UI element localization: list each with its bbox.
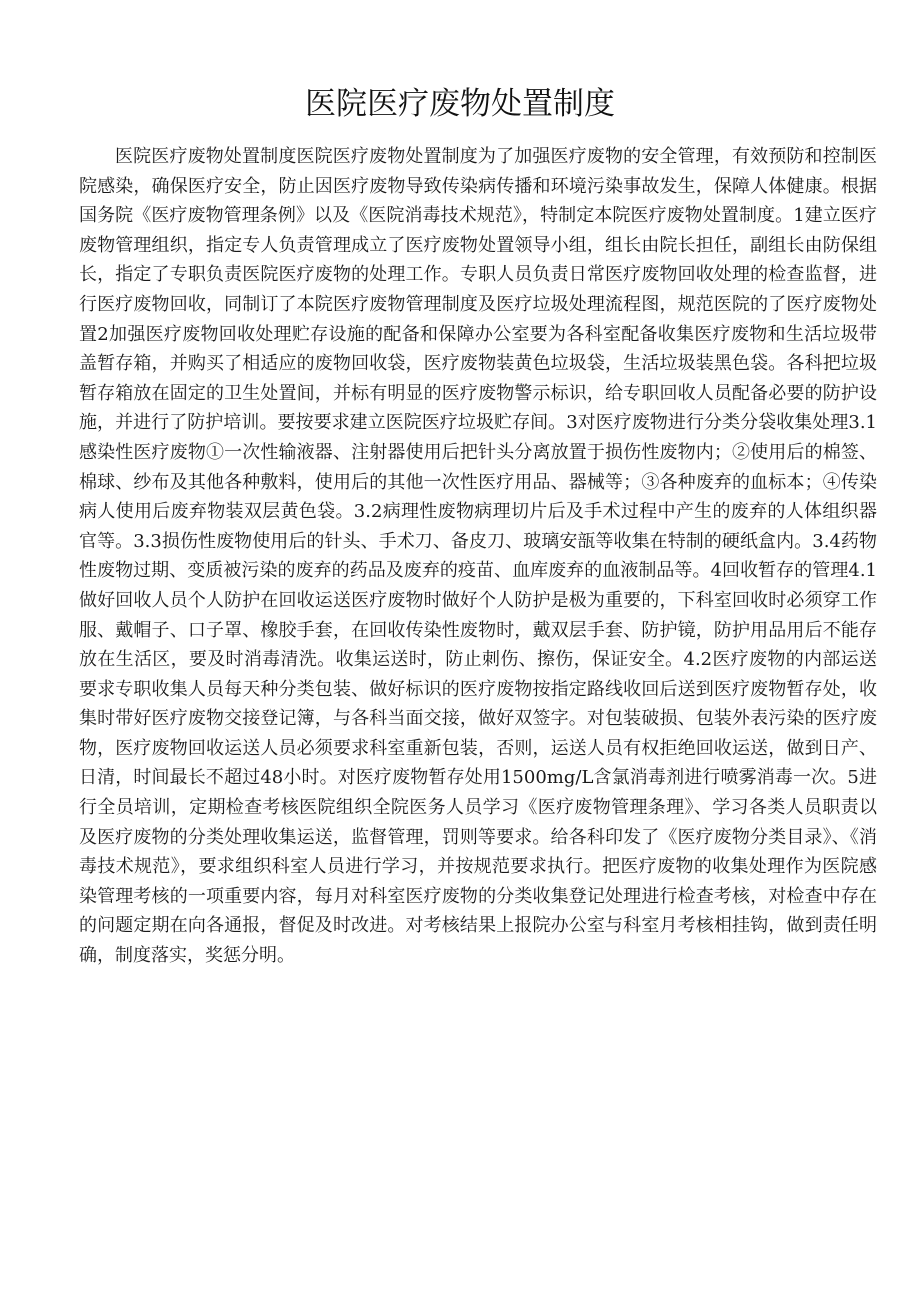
document-body-paragraph: 医院医疗废物处置制度医院医疗废物处置制度为了加强医疗废物的安全管理，有效预防和控制医院感染，确保医疗安全，防止因医疗废物导致传染病传播和环境污染事故发生，保障人体健康。根据国务院《医疗废物管理条例》以及《医院消毒技术规范》，特制定本院医疗废物处置制度。1建立医疗废物管理组织，指定专人负责管理成立了医疗废物处置领导小组，组长由院长担任，副组长由防保组长，指定了专职负责医院医疗废物的处理工作。专职人员负责日常医疗废物回收处理的检查监督，进行医疗废物回收，同制订了本院医疗废物管理制度及医疗垃圾处理流程图，规范医院的了医疗废物处置2加强医疗废物回收处理贮存设施的配备和保障办公室要为各科室配备收集医疗废物和生活垃圾带盖暂存箱，并购买了相适应的废物回收袋，医疗废物装黄色垃圾袋，生活垃圾装黑色袋。各科把垃圾暂存箱放在固定的卫生处置间，并标有明显的医疗废物警示标识，给专职回收人员配备必要的防护设施，并进行了防护培训。要按要求建立医院医疗垃圾贮存间。3对医疗废物进行分类分袋收集处理3.1感染性医疗废物①一次性输液器、注射器使用后把针头分离放置于损伤性废物内；②使用后的棉签、棉球、纱布及其他各种敷料，使用后的其他一次性医疗用品、器械等；③各种废弃的血标本；④传染病人使用后废弃物装双层黄色袋。3.2病理性废物病理切片后及手术过程中产生的废弃的人体组织器官等。3.3损伤性废物使用后的针头、手术刀、备皮刀、玻璃安瓿等收集在特制的硬纸盒内。3.4药物性废物过期、变质被污染的废弃的药品及废弃的疫苗、血库废弃的血液制品等。4回收暂存的管理4.1做好回收人员个人防护在回收运送医疗废物时做好个人防护是极为重要的，下科室回收时必须穿工作服、戴帽子、口子罩、橡胶手套，在回收传染性废物时，戴双层手套、防护镜，防护用品用后不能存放在生活区，要及时消毒清洗。收集运送时，防止刺伤、擦伤，保证安全。4.2医疗废物的内部运送要求专职收集人员每天种分类包装、做好标识的医疗废物按指定路线收回后送到医疗废物暂存处，收集时带好医疗废物交接登记簿，与各科当面交接，做好双签字。对包装破损、包装外表污染的医疗废物，医疗废物回收运送人员必须要求科室重新包装，否则，运送人员有权拒绝回收运送，做到日产、日清，时间最长不超过48小时。对医疗废物暂存处用1500mg/L含氯消毒剂进行喷雾消毒一次。5进行全员培训，定期检查考核医院组织全院医务人员学习《医疗废物管理条理》、学习各类人员职责以及医疗废物的分类处理收集运送，监督管理，罚则等要求。给各科印发了《医疗废物分类目录》、《消毒技术规范》，要求组织科室人员进行学习，并按规范要求执行。把医疗废物的收集处理作为医院感染管理考核的一项重要内容，每月对科室医疗废物的分类收集登记处理进行检查考核，对检查中存在的问题定期在向各通报，督促及时改进。对考核结果上报院办公室与科室月考核相挂钩，做到责任明确，制度落实，奖惩分明。 [79, 146, 877, 967]
document-title: 医院医疗废物处置制度 [305, 86, 615, 122]
